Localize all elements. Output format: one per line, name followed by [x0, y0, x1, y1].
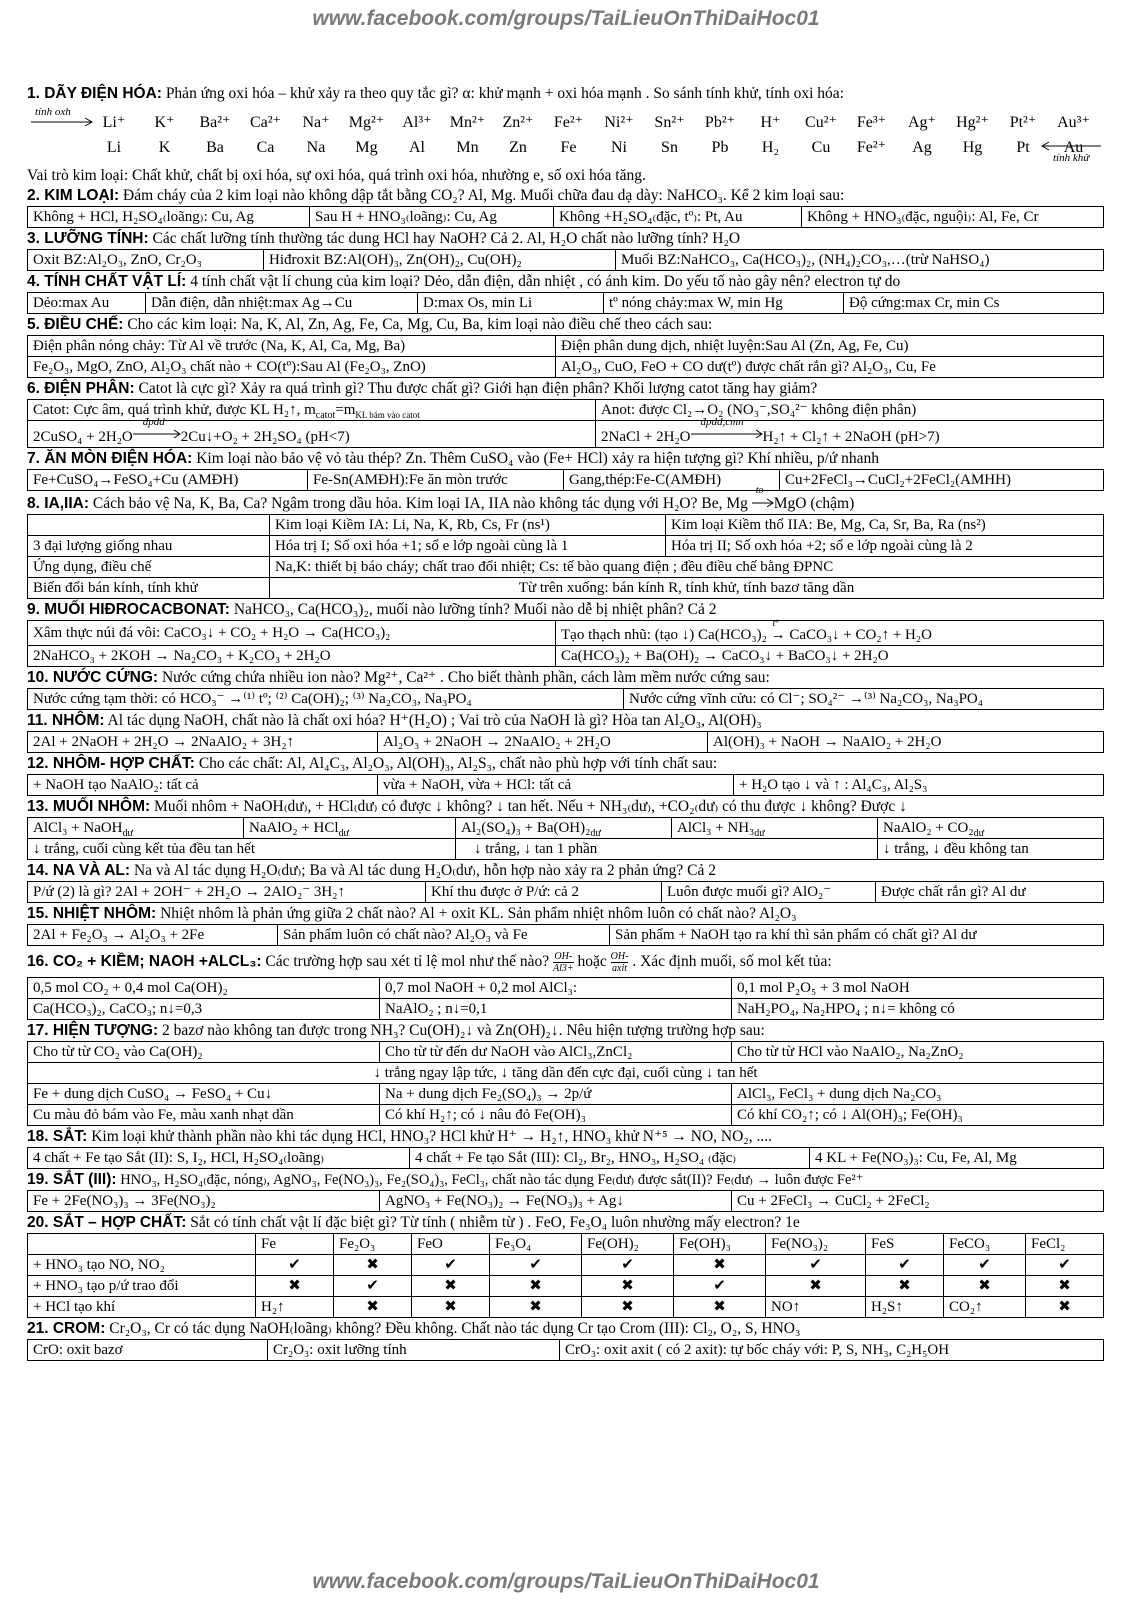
series-ion: K⁺	[154, 114, 175, 131]
section-13-table	[27, 817, 1104, 860]
series-pair	[243, 110, 289, 160]
section-20-title: 20. SẮT – HỢP CHẤT:	[27, 1214, 187, 1231]
series-pair	[293, 110, 339, 160]
check-cell: ✖	[412, 1276, 490, 1297]
table-cell: Có khí CO₂↑; có ↓ Al(OH)₃; Fe(OH)₃	[732, 1105, 1104, 1126]
section-10-title: 10. NƯỚC CỨNG:	[27, 669, 159, 686]
series-ion: H⁺	[760, 114, 781, 131]
series-ion: Na⁺	[302, 114, 330, 131]
series-pair	[950, 110, 996, 160]
table-cell: Sau H + HNO₃₍loãng₎: Cu, Ag	[310, 207, 554, 228]
section-16-title: 16. CO₂ + KIỀM; NAOH +ALCL₃:	[27, 953, 262, 970]
check-cell: ✔	[256, 1255, 334, 1276]
section-2-question	[27, 186, 1103, 206]
table-row	[28, 1276, 1104, 1297]
section-1-question	[27, 84, 1103, 104]
section-19-question	[27, 1170, 1103, 1190]
table-cell: Hóa trị I; Số oxi hóa +1; số e lớp ngoài cùng là 1	[270, 536, 666, 557]
section-7-title: 7. ĂN MÒN ĐIỆN HÓA:	[27, 450, 193, 467]
table-cell: Al₂O₃, CuO, FeO + CO dư(tº) được chất rắn gì? Al₂O₃, Cu, Fe	[556, 357, 1104, 378]
table-row	[28, 1255, 1104, 1276]
check-cell: ✔	[412, 1255, 490, 1276]
series-pair	[596, 110, 642, 160]
series-pair	[697, 110, 743, 160]
section-3-question	[27, 229, 1103, 249]
table-cell: AlCl₃, FeCl₃ + dung dịch Na₂CO₃	[732, 1084, 1104, 1105]
section-2-text: Đám cháy của 2 kim loại nào không dập tắt bằng CO₂? Al, Mg. Muối chữa đau dạ dày: NaHCO₃. Kể 2 kim loại sau:	[119, 187, 845, 204]
check-cell: ✖	[490, 1297, 582, 1318]
series-metal: Ag	[912, 139, 932, 156]
series-metal: Fe²⁺	[856, 139, 887, 156]
section-12-question	[27, 754, 1103, 774]
ratio-fraction-2: OH- axit	[610, 950, 629, 974]
section-10-text: Nước cứng chứa nhiều ion nào? Mg²⁺, Ca²⁺ . Cho biết thành phần, cách làm mềm nước cứng sau:	[158, 669, 770, 686]
section-21-text: Cr₂O₃, Cr có tác dụng NaOH₍loãng₎ không? Đều không. Chất nào tác dụng Cr tạo Crom (III): Cl₂, O₂, S, HNO₃	[105, 1320, 801, 1337]
table-cell: FeCl₂	[1026, 1234, 1104, 1255]
section-16-table	[27, 977, 1104, 1020]
table-cell: NO↑	[766, 1297, 866, 1318]
section-5-title: 5. ĐIỀU CHẾ:	[27, 316, 124, 333]
table-cell: Hiđroxit BZ:Al(OH)₃, Zn(OH)₂, Cu(OH)₂	[264, 250, 616, 271]
section-11-question	[27, 711, 1103, 731]
table-header-row	[28, 1234, 1104, 1255]
check-cell: ✖	[944, 1276, 1026, 1297]
table-cell: Biến đổi bán kính, tính khử	[28, 578, 270, 599]
series-pair	[546, 110, 592, 160]
section-7-table	[27, 469, 1104, 491]
check-cell: ✔	[766, 1255, 866, 1276]
section-3-table	[27, 249, 1104, 271]
section-3-text: Các chất lưỡng tính thường tác dung HCl hay NaOH? Cả 2. Al, H₂O chất nào lưỡng tính? H₂O	[148, 230, 741, 247]
section-4-title: 4. TÍNH CHẤT VẬT LÍ:	[27, 273, 187, 290]
table-cell: NaAlO₂ + $CO_2_{dư}$	[878, 818, 1104, 839]
check-cell: ✔	[334, 1276, 412, 1297]
section-8-text-2: MgO (chậm)	[773, 495, 855, 512]
series-pair	[394, 110, 440, 160]
series-pair	[1000, 110, 1046, 160]
table-cell: $Al_2(SO_4)_3 + Ba(OH)_2_{dư}$	[456, 818, 672, 839]
check-cell: ✔	[490, 1255, 582, 1276]
section-15-title: 15. NHIỆT NHÔM:	[27, 905, 157, 922]
series-metal: K	[158, 139, 171, 156]
series-ion: Ag⁺	[908, 114, 936, 131]
table-cell: Cho từ từ HCl vào NaAlO₂, Na₂ZnO₂	[732, 1042, 1104, 1063]
table-cell: Catot: Cực âm, quá trình khử, được KL H₂↑, $m_{catot}=m_{KL bám vào catot}$	[28, 400, 596, 421]
series-pair	[798, 110, 844, 160]
table-cell: Ca(HCO₃)₂, CaCO₃; n↓=0,3	[28, 999, 380, 1020]
table-cell: Dẻo:max Au	[28, 293, 146, 314]
series-pair	[748, 110, 794, 160]
table-cell: Cu + 2FeCl₃ → CuCl₂ + 2FeCl₂	[732, 1191, 1104, 1212]
series-pair	[647, 110, 693, 160]
check-cell: ✔	[944, 1255, 1026, 1276]
table-cell: 2CuSO₄ + 2H₂O đpdd 2Cu↓+O₂ + 2H₂SO₄ (pH<7)	[28, 421, 596, 448]
electrolysis-arrow-icon: đpdd	[133, 427, 181, 441]
check-cell: ✖	[582, 1276, 674, 1297]
section-10-table	[27, 688, 1104, 710]
series-ion: Zn²⁺	[502, 114, 534, 131]
table-cell: Fe(OH)₂	[582, 1234, 674, 1255]
section-14-title: 14. NA VÀ AL:	[27, 862, 131, 879]
table-cell: 2NaHCO₃ + 2KOH → Na₂CO₃ + K₂CO₃ + 2H₂O	[28, 646, 556, 667]
page-footer-url[interactable]: www.facebook.com/groups/TaiLieuOnThiDaiHoc01	[312, 1570, 820, 1593]
table-cell: Fe	[256, 1234, 334, 1255]
section-13-title: 13. MUỐI NHÔM:	[27, 798, 151, 815]
table-cell: Không + HNO₃₍đặc, nguội₎: Al, Fe, Cr	[802, 207, 1104, 228]
check-cell: ✔	[582, 1255, 674, 1276]
section-12-table	[27, 774, 1104, 796]
table-cell: 0,1 mol P₂O₅ + 3 mol NaOH	[732, 978, 1104, 999]
series-metal: Al	[409, 139, 425, 156]
table-cell: Fe+CuSO₄→FeSO₄+Cu (AMĐH)	[28, 470, 308, 491]
table-cell: 4 chất + Fe tạo Sắt (II): S, I₂, HCl, H₂SO₄₍loãng₎	[28, 1148, 410, 1169]
table-cell: 2NaCl + 2H₂O đpdd,cmn H₂↑ + Cl₂↑ + 2NaOH (pH>7)	[596, 421, 1104, 448]
section-18-title: 18. SẮT:	[27, 1128, 88, 1145]
section-2-table	[27, 206, 1104, 228]
series-ion: Sn²⁺	[654, 114, 685, 131]
section-1-text: Phản ứng oxi hóa – khử xảy ra theo quy tắc gì? α: khử mạnh + oxi hóa mạnh . So sánh tính khử, tính oxi hóa:	[161, 85, 844, 102]
section-6-question	[27, 379, 1103, 399]
check-cell: ✖	[674, 1297, 766, 1318]
table-cell: Kim loại Kiềm thổ IIA: Be, Mg, Ca, Sr, Ba, Ra (ns²)	[666, 515, 1104, 536]
table-cell: 4 KL + Fe(NO₃)₃: Cu, Fe, Al, Mg	[810, 1148, 1104, 1169]
table-cell: 0,7 mol NaOH + 0,2 mol AlCl₃:	[380, 978, 732, 999]
table-cell: D:max Os, min Li	[418, 293, 604, 314]
section-11-title: 11. NHÔM:	[27, 712, 105, 729]
table-cell: + HCl tạo khí	[28, 1297, 256, 1318]
section-8-table	[27, 514, 1104, 599]
check-cell: ✖	[866, 1276, 944, 1297]
section-9-text: NaHCO₃, Ca(HCO₃)₂, muối nào lưỡng tính? Muối nào dễ bị nhiệt phân? Cả 2	[229, 601, 717, 618]
table-cell: Xâm thực núi đá vôi: CaCO₃↓ + CO₂ + H₂O → Ca(HCO₃)₂	[28, 621, 556, 646]
section-7-text: Kim loại nào bảo vệ vỏ tàu thép? Zn. Thêm CuSO₄ vào (Fe+ HCl) xảy ra hiện tượng gì? Khí nhiều, p/ứ nhanh	[192, 450, 880, 467]
table-cell: Fe₃O₄	[490, 1234, 582, 1255]
table-cell: 4 chất + Fe tạo Sắt (III): Cl₂, Br₂, HNO₃, H₂SO₄ ₍đặc₎	[410, 1148, 810, 1169]
series-ion: Hg²⁺	[956, 114, 989, 131]
table-cell: Cu màu đỏ bám vào Fe, màu xanh nhạt dần	[28, 1105, 380, 1126]
section-6-table	[27, 399, 1104, 448]
series-pair	[91, 110, 137, 160]
table-cell: H₂↑	[256, 1297, 334, 1318]
table-cell: AgNO₃ + Fe(NO₃)₂ → Fe(NO₃)₃ + Ag↓	[380, 1191, 732, 1212]
table-row	[28, 1297, 1104, 1318]
table-cell: NaH₂PO₄, Na₂HPO₄ ; n↓= không có	[732, 999, 1104, 1020]
table-cell	[28, 1234, 256, 1255]
section-5-table	[27, 335, 1104, 378]
table-cell: 2Al + 2NaOH + 2H₂O → 2NaAlO₂ + 3H₂↑	[28, 732, 378, 753]
table-cell: CrO₃: oxit axit ( có 2 axit): tự bốc cháy với: P, S, NH₃, C₂H₅OH	[560, 1340, 1104, 1361]
section-7-question	[27, 449, 1103, 469]
check-cell: ✖	[412, 1297, 490, 1318]
table-cell: Al(OH)₃ + NaOH → NaAlO₂ + 2H₂O	[708, 732, 1104, 753]
section-6-text: Catot là cực gì? Xảy ra quá trình gì? Thu được chất gì? Giới hạn điện phân? Khối lượng catot tăng hay giảm?	[134, 380, 818, 397]
table-cell: Điện phân dung dịch, nhiệt luyện:Sau Al (Zn, Ag, Fe, Cu)	[556, 336, 1104, 357]
table-cell: CrO: oxit bazơ	[28, 1340, 268, 1361]
table-cell: P/ứ (2) là gì? 2Al + 2OH⁻ + 2H₂O → 2AlO₂⁻ 3H₂↑	[28, 882, 426, 903]
table-cell: Oxit BZ:Al₂O₃, ZnO, Cr₂O₃	[28, 250, 264, 271]
section-15-table	[27, 924, 1104, 946]
section-21-table	[27, 1339, 1104, 1361]
table-cell: Fe(OH)₃	[674, 1234, 766, 1255]
series-metal: Sn	[661, 139, 678, 156]
series-ion: Pb²⁺	[704, 114, 736, 131]
table-cell: 3 đại lượng giống nhau	[28, 536, 270, 557]
table-cell: FeCO₃	[944, 1234, 1026, 1255]
table-cell: Anot: được Cl₂→O₂ (NO₃⁻,SO₄²⁻ không điện phân)	[596, 400, 1104, 421]
section-18-question	[27, 1127, 1103, 1147]
series-metal: H₂	[761, 139, 780, 156]
table-cell: FeS	[866, 1234, 944, 1255]
table-cell: + H₂O tạo ↓ và ↑ : Al₄C₃, Al₂S₃	[734, 775, 1104, 796]
series-pair	[899, 110, 945, 160]
series-pair	[495, 110, 541, 160]
table-cell: NaAlO₂ ; n↓=0,1	[380, 999, 732, 1020]
check-cell: ✔	[866, 1255, 944, 1276]
section-20-question	[27, 1213, 1103, 1233]
table-cell: Luôn được muối gì? AlO₂⁻	[662, 882, 876, 903]
table-cell: Fe(NO₃)₂	[766, 1234, 866, 1255]
series-ion: Mg²⁺	[348, 114, 385, 131]
series-ion: Ca²⁺	[249, 114, 281, 131]
section-1-title: 1. DÃY ĐIỆN HÓA:	[27, 85, 162, 102]
oxidizing-arrow-icon	[29, 106, 95, 130]
table-cell: Cu+2FeCl₃→CuCl₂+2FeCl₂(AMHH)	[780, 470, 1104, 491]
series-ion: Li⁺	[102, 114, 126, 131]
series-pair	[192, 110, 238, 160]
series-ion: Au³⁺	[1057, 114, 1090, 131]
section-8-question	[27, 485, 1103, 514]
section-20-table	[27, 1233, 1104, 1318]
section-14-text: Na và Al tác dụng H₂O₍dư₎; Ba và Al tác dung H₂O₍dư₎, hỗn hợp nào xảy ra 2 phản ứng? Cả 2	[130, 862, 716, 879]
series-ion: Al³⁺	[402, 114, 432, 131]
check-cell: ✖	[334, 1255, 412, 1276]
series-pair	[344, 110, 390, 160]
check-cell: ✖	[1026, 1276, 1104, 1297]
table-cell: Từ trên xuống: bán kính R, tính khử, tính bazơ tăng dần	[270, 578, 1104, 599]
section-16-text-2: . Xác định muối, số mol kết tủa:	[628, 953, 832, 970]
electrolysis-membrane-arrow-icon: đpdd,cmn	[691, 427, 763, 441]
section-14-table	[27, 881, 1104, 903]
section-16-text: Các trường hợp sau xét tỉ lệ mol như thế nào?	[261, 953, 553, 970]
table-cell: Ứng dụng, điều chế	[28, 557, 270, 578]
table-cell: Fe + 2Fe(NO₃)₃ → 3Fe(NO₃)₂	[28, 1191, 380, 1212]
table-cell: ↓ trắng, ↓ đều không tan	[878, 839, 1104, 860]
table-cell: Sản phẩm luôn có chất nào? Al₂O₃ và Fe	[278, 925, 610, 946]
section-2-title: 2. KIM LOẠI:	[27, 187, 120, 204]
table-cell: Không +H₂SO₄₍đặc, tº₎: Pt, Au	[554, 207, 802, 228]
table-cell: Na + dung dịch Fe₂(SO₄)₃ → 2p/ứ	[380, 1084, 732, 1105]
table-cell: 2Al + Fe₂O₃ → Al₂O₃ + 2Fe	[28, 925, 278, 946]
series-ion: Ni²⁺	[604, 114, 634, 131]
table-cell: + HNO₃ tạo NO, NO₂	[28, 1255, 256, 1276]
page-header-url[interactable]: www.facebook.com/groups/TaiLieuOnThiDaiHoc01	[312, 7, 820, 30]
table-cell: NaAlO₂ + HCl$_{dư}$	[244, 818, 456, 839]
section-1-note: Vai trò kim loại: Chất khử, chất bị oxi hóa, sự oxi hóa, quá trình oxi hóa, nhường e, số oxi hóa tăng.	[27, 167, 646, 184]
series-metal: Pb	[711, 139, 729, 156]
ratio-fraction-1: $\frac{OH-}{Al3+}$	[553, 950, 574, 974]
table-cell: Kim loại Kiềm IA: Li, Na, K, Rb, Cs, Fr (ns¹)	[270, 515, 666, 536]
table-cell: Khí thu được ở P/ứ: cả 2	[426, 882, 662, 903]
check-cell: ✖	[256, 1276, 334, 1297]
document-body	[27, 84, 1103, 1362]
table-cell: tº nóng chảy:max W, min Hg	[604, 293, 844, 314]
check-cell: ✖	[334, 1297, 412, 1318]
series-metal: Fe	[560, 139, 577, 156]
table-cell: Fe₂O₃	[334, 1234, 412, 1255]
table-cell: FeO	[412, 1234, 490, 1255]
table-cell: Được chất rắn gì? Al dư	[876, 882, 1104, 903]
section-4-text: 4 tính chất vật lí chung của kim loại? Dẻo, dẫn điện, dẫn nhiệt , có ánh kim. Do yếu tố nào gây nên? electron tự do	[186, 273, 901, 290]
series-metal: Pt	[1016, 139, 1030, 156]
section-9-question	[27, 600, 1103, 620]
section-13-question	[27, 797, 1103, 817]
section-8-text: Cách bảo vệ Na, K, Ba, Ca? Ngâm trong dầu hỏa. Kim loại IA, IIA nào không tác dụng với H₂O? Be, Mg	[89, 495, 752, 512]
table-cell: Dẫn điện, dẫn nhiệt:max Ag→Cu	[146, 293, 418, 314]
section-19-text: HNO₃, H₂SO₄₍đặc, nóng₎, AgNO₃, Fe(NO₃)₃, Fe₂(SO₄)₃, FeCl₃, chất nào tác dụng Fe₍dư₎ được sắt(II)? Fe₍dư₎ → luôn được Fe²⁺	[116, 1172, 864, 1188]
section-12-title: 12. NHÔM- HỢP CHẤT:	[27, 755, 195, 772]
table-cell: vừa + NaOH, vừa + HCl: tất cả	[378, 775, 734, 796]
section-20-text: Sắt có tính chất vật lí đặc biệt gì? Từ tính ( nhiễm từ ) . FeO, Fe₃O₄ luôn nhường mấy electron? 1e	[186, 1214, 800, 1231]
check-cell: ✖	[674, 1255, 766, 1276]
check-cell: ✖	[1026, 1297, 1104, 1318]
table-cell: Na,K: thiết bị báo cháy; chất trao đổi nhiệt; Cs: tế bào quang điện ; đều điều chế bằng ĐPNC	[270, 557, 1104, 578]
table-cell: Al₂O₃ + 2NaOH → 2NaAlO₂ + 2H₂O	[378, 732, 708, 753]
section-18-text: Kim loại khử thành phần nào khi tác dụng HCl, HNO₃? HCl khử H⁺ → H₂↑, HNO₃ khử N⁺⁵ → NO, NO₂, ....	[87, 1128, 772, 1145]
series-metal: Zn	[509, 139, 527, 156]
series-metal: Ni	[611, 139, 627, 156]
section-18-table	[27, 1147, 1104, 1169]
section-17-text: 2 bazơ nào không tan được trong NH₃? Cu(OH)₂↓ và Zn(OH)₂↓. Nêu hiện tượng trường hợp sau:	[158, 1022, 765, 1039]
series-pair	[142, 110, 188, 160]
check-cell: ✖	[766, 1276, 866, 1297]
table-cell: Gang,thép:Fe-C(AMĐH)	[564, 470, 780, 491]
check-cell: ✖	[490, 1276, 582, 1297]
section-17-table	[27, 1041, 1104, 1126]
table-cell: Độ cứng:max Cr, min Cs	[844, 293, 1104, 314]
table-cell: Muối BZ:NaHCO₃, Ca(HCO₃)₂, (NH₄)₂CO₃,…(trừ NaHSO₄)	[616, 250, 1104, 271]
table-cell: Cr₂O₃: oxit lưỡng tính	[268, 1340, 560, 1361]
table-cell: ↓ trắng, cuối cùng kết tủa đều tan hết	[28, 839, 456, 860]
series-metal: Mg	[355, 139, 378, 156]
section-6-title: 6. ĐIỆN PHÂN:	[27, 380, 135, 397]
section-5-question	[27, 315, 1103, 335]
series-metal: Cu	[811, 139, 831, 156]
section-16-or: hoặc	[573, 953, 611, 970]
table-cell: Cho từ từ đến dư NaOH vào AlCl₃,ZnCl₂	[380, 1042, 732, 1063]
series-ion: Ba²⁺	[199, 114, 231, 131]
series-metal: Mn	[456, 139, 479, 156]
table-cell: Tạo thạch nhũ: (tạo ↓) Ca(HCO₃)₂ tº → CaCO₃↓ + CO₂↑ + H₂O	[556, 621, 1104, 646]
check-cell: ✔	[1026, 1255, 1104, 1276]
table-cell: Cho từ từ CO₂ vào Ca(OH)₂	[28, 1042, 380, 1063]
series-metal: Au	[1063, 139, 1084, 156]
section-5-text: Cho các kim loại: Na, K, Al, Zn, Ag, Fe, Ca, Mg, Cu, Ba, kim loại nào điều chế theo cách sau:	[123, 316, 713, 333]
section-21-question	[27, 1319, 1103, 1339]
table-cell: ↓ trắng ngay lập tức, ↓ tăng dần đến cực đại, cuối cùng ↓ tan hết	[28, 1063, 1104, 1084]
oxidizing-arrow-label: tính oxh	[35, 106, 71, 118]
section-15-question	[27, 904, 1103, 924]
series-pair	[1051, 110, 1097, 160]
electrochemical-series	[27, 104, 1103, 166]
section-11-text: Al tác dụng NaOH, chất nào là chất oxi hóa? H⁺(H₂O) ; Vai trò của NaOH là gì? Hòa tan Al₂O₃, Al(OH)₃	[104, 712, 762, 729]
section-11-table	[27, 731, 1104, 753]
series-pair	[445, 110, 491, 160]
table-cell: 0,5 mol CO₂ + 0,4 mol Ca(OH)₂	[28, 978, 380, 999]
series-pair	[849, 110, 895, 160]
table-cell: Ca(HCO₃)₂ + Ba(OH)₂ → CaCO₃↓ + BaCO₃↓ + 2H₂O	[556, 646, 1104, 667]
series-metal: Ba	[206, 139, 224, 156]
section-10-question	[27, 668, 1103, 688]
table-cell: Nước cứng vĩnh cửu: có Cl⁻; SO₄²⁻ →⁽³⁾ Na₂CO₃, Na₃PO₄	[624, 689, 1104, 710]
table-cell: CO₂↑	[944, 1297, 1026, 1318]
section-21-title: 21. CROM:	[27, 1320, 106, 1337]
series-ion: Fe²⁺	[553, 114, 584, 131]
check-cell: ✖	[582, 1297, 674, 1318]
table-cell: Fe + dung dịch CuSO₄ → FeSO₄ + Cu↓	[28, 1084, 380, 1105]
table-cell: Hóa trị II; Số oxh hóa +2; số e lớp ngoài cùng là 2	[666, 536, 1104, 557]
table-cell: Fe-Sn(AMĐH):Fe ăn mòn trước	[308, 470, 564, 491]
series-metal: Na	[306, 139, 326, 156]
table-cell: Sản phẩm + NaOH tạo ra khí thì sản phẩm có chất gì? Al dư	[610, 925, 1104, 946]
heat-arrow-icon: to	[752, 496, 774, 508]
section-8-title: 8. IA,IIA:	[27, 495, 90, 512]
section-12-text: Cho các chất: Al, Al₄C₃, Al₂O₃, Al(OH)₃, Al₂S₃, chất nào phù hợp với tính chất sau:	[194, 755, 718, 772]
series-metal: Li	[106, 139, 122, 156]
section-9-table	[27, 620, 1104, 667]
series-metal: Ca	[256, 139, 275, 156]
table-cell	[28, 515, 270, 536]
section-19-title: 19. SẮT (III):	[27, 1171, 117, 1188]
table-cell: + HNO₃ tạo p/ứ trao đổi	[28, 1276, 256, 1297]
section-19-table	[27, 1190, 1104, 1212]
table-cell: Fe₂O₃, MgO, ZnO, Al₂O₃ chất nào + CO(tº):Sau Al (Fe₂O₃, ZnO)	[28, 357, 556, 378]
table-cell: AlCl₃ + NaOH$_{dư}$	[28, 818, 244, 839]
section-3-title: 3. LƯỠNG TÍNH:	[27, 230, 149, 247]
series-ion: Mn²⁺	[449, 114, 486, 131]
section-17-question	[27, 1021, 1103, 1041]
table-cell: Điện phân nóng chảy: Từ Al về trước (Na, K, Al, Ca, Mg, Ba)	[28, 336, 556, 357]
section-15-text: Nhiệt nhôm là phản ứng giữa 2 chất nào? Al + oxit KL. Sản phẩm nhiệt nhôm luôn có chất nào? Al₂O₃	[156, 905, 797, 922]
table-cell: Có khí H₂↑; có ↓ nâu đỏ Fe(OH)₃	[380, 1105, 732, 1126]
series-ion: Cu²⁺	[805, 114, 837, 131]
section-13-text: Muối nhôm + NaOH₍dư₎, + HCl₍dư₎ có được ↓ không? ↓ tan hết. Nếu + NH₃₍dư₎, +CO₂₍dư₎ có thu được ↓ không? Được ↓	[150, 798, 907, 815]
table-cell: H₂S↑	[866, 1297, 944, 1318]
table-cell: + NaOH tạo NaAlO₂: tất cả	[28, 775, 378, 796]
table-cell: Không + HCl, H₂SO₄₍loãng₎: Cu, Ag	[28, 207, 310, 228]
check-cell: ✔	[674, 1276, 766, 1297]
table-cell: AlCl₃ + $NH_3_{dư}$	[672, 818, 878, 839]
section-16-question	[27, 947, 1103, 977]
series-ion: Fe³⁺	[856, 114, 887, 131]
section-4-question	[27, 272, 1103, 292]
table-cell: ↓ trắng, ↓ tan 1 phần	[456, 839, 878, 860]
series-ion: Pt²⁺	[1009, 114, 1037, 131]
section-17-title: 17. HIỆN TƯỢNG:	[27, 1022, 159, 1039]
table-cell: Nước cứng tạm thời: có HCO₃⁻ →⁽¹⁾ tº; ⁽²⁾ Ca(OH)₂; ⁽³⁾ Na₂CO₃, Na₃PO₄	[28, 689, 624, 710]
section-14-question	[27, 861, 1103, 881]
reducing-arrow-label: tính khử	[1053, 152, 1090, 164]
section-4-table	[27, 292, 1104, 314]
series-metal: Hg	[962, 139, 983, 156]
section-9-title: 9. MUỐI HIĐROCACBONAT:	[27, 601, 230, 618]
